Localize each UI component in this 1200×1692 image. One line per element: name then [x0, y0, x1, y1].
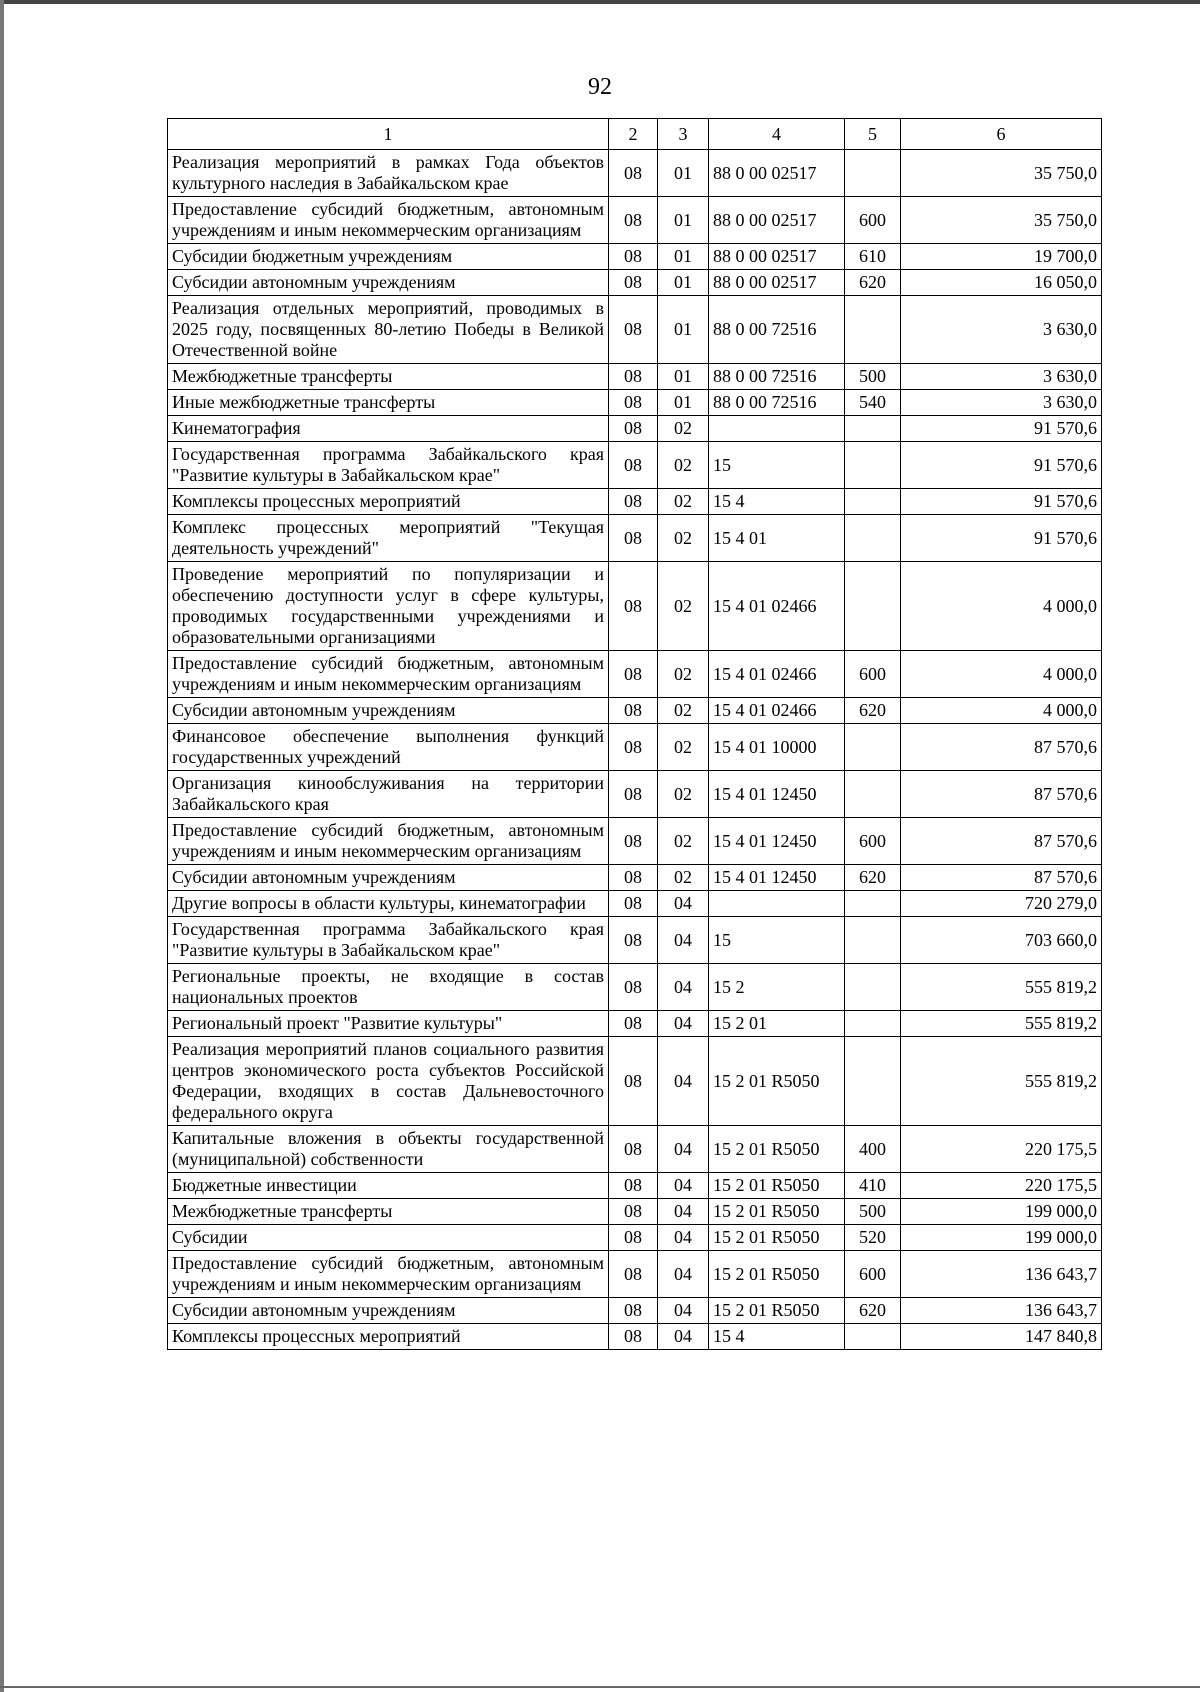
- row-amount-cell: 147 840,8: [901, 1324, 1102, 1350]
- scan-border-top: [0, 0, 1200, 4]
- row-name-cell: Кинематография: [168, 416, 609, 442]
- row-section-cell: 08: [609, 1037, 658, 1126]
- table-row: [168, 891, 1102, 917]
- table-row: [168, 698, 1102, 724]
- row-expense-type-cell: 400: [845, 1126, 901, 1173]
- row-section-cell: 08: [609, 562, 658, 651]
- row-target-code-cell: 15: [709, 917, 845, 964]
- row-name-cell: Комплексы процессных мероприятий: [168, 489, 609, 515]
- row-subsection-cell: 02: [658, 651, 709, 698]
- row-target-code-cell: 15 2 01 R5050: [709, 1199, 845, 1225]
- row-subsection-cell: 04: [658, 1173, 709, 1199]
- row-target-code-cell: 15 2: [709, 964, 845, 1011]
- row-name-cell: Субсидии автономным учреждениям: [168, 1298, 609, 1324]
- row-name-cell: Субсидии автономным учреждениям: [168, 698, 609, 724]
- row-section-cell: 08: [609, 1011, 658, 1037]
- row-target-code-cell: 15 4: [709, 1324, 845, 1350]
- table-row: [168, 1251, 1102, 1298]
- table-row: [168, 416, 1102, 442]
- row-target-code-cell: 15 2 01: [709, 1011, 845, 1037]
- row-name-cell: Субсидии автономным учреждениям: [168, 270, 609, 296]
- row-expense-type-cell: 610: [845, 244, 901, 270]
- table-row: [168, 1225, 1102, 1251]
- row-name-cell: Предоставление субсидий бюджетным, автономным учреждениям и иным некоммерческим организациям: [168, 1251, 609, 1298]
- header-col-2: 2: [609, 119, 658, 150]
- row-section-cell: 08: [609, 698, 658, 724]
- row-name-cell: Межбюджетные трансферты: [168, 364, 609, 390]
- row-expense-type-cell: 620: [845, 1298, 901, 1324]
- row-amount-cell: 87 570,6: [901, 865, 1102, 891]
- row-section-cell: 08: [609, 197, 658, 244]
- row-amount-cell: 19 700,0: [901, 244, 1102, 270]
- table-row: [168, 724, 1102, 771]
- row-subsection-cell: 02: [658, 865, 709, 891]
- row-expense-type-cell: [845, 1324, 901, 1350]
- row-section-cell: 08: [609, 724, 658, 771]
- row-subsection-cell: 04: [658, 964, 709, 1011]
- row-amount-cell: 91 570,6: [901, 515, 1102, 562]
- row-name-cell: Комплексы процессных мероприятий: [168, 1324, 609, 1350]
- row-expense-type-cell: 500: [845, 364, 901, 390]
- row-target-code-cell: 15 2 01 R5050: [709, 1126, 845, 1173]
- table-row: [168, 390, 1102, 416]
- row-target-code-cell: 15 4 01 12450: [709, 865, 845, 891]
- row-section-cell: 08: [609, 917, 658, 964]
- header-col-1: 1: [168, 119, 609, 150]
- row-subsection-cell: 04: [658, 917, 709, 964]
- table-row: [168, 865, 1102, 891]
- row-section-cell: 08: [609, 771, 658, 818]
- row-subsection-cell: 02: [658, 698, 709, 724]
- table-row: [168, 515, 1102, 562]
- row-target-code-cell: 15 4 01 02466: [709, 562, 845, 651]
- row-expense-type-cell: 600: [845, 818, 901, 865]
- row-target-code-cell: 88 0 00 02517: [709, 270, 845, 296]
- row-name-cell: Реализация мероприятий в рамках Года объектов культурного наследия в Забайкальском крае: [168, 150, 609, 197]
- row-expense-type-cell: 600: [845, 651, 901, 698]
- row-subsection-cell: 01: [658, 390, 709, 416]
- row-section-cell: 08: [609, 296, 658, 364]
- table-row: [168, 270, 1102, 296]
- table-row: [168, 489, 1102, 515]
- table-row: [168, 1126, 1102, 1173]
- row-subsection-cell: 04: [658, 1037, 709, 1126]
- header-col-4: 4: [709, 119, 845, 150]
- row-section-cell: 08: [609, 1126, 658, 1173]
- row-name-cell: Межбюджетные трансферты: [168, 1199, 609, 1225]
- row-section-cell: 08: [609, 364, 658, 390]
- row-target-code-cell: 88 0 00 02517: [709, 244, 845, 270]
- row-subsection-cell: 04: [658, 1324, 709, 1350]
- row-name-cell: Субсидии: [168, 1225, 609, 1251]
- row-section-cell: 08: [609, 416, 658, 442]
- row-subsection-cell: 02: [658, 724, 709, 771]
- row-name-cell: Реализация мероприятий планов социального развития центров экономического роста субъектов Российской Федерации, входящих в состав Дальневосточного федерального округа: [168, 1037, 609, 1126]
- row-expense-type-cell: [845, 724, 901, 771]
- table-row: [168, 1037, 1102, 1126]
- row-subsection-cell: 02: [658, 562, 709, 651]
- row-amount-cell: 35 750,0: [901, 197, 1102, 244]
- table-row: [168, 651, 1102, 698]
- row-target-code-cell: [709, 891, 845, 917]
- row-amount-cell: 199 000,0: [901, 1199, 1102, 1225]
- row-amount-cell: 87 570,6: [901, 818, 1102, 865]
- row-target-code-cell: 15 2 01 R5050: [709, 1037, 845, 1126]
- row-amount-cell: 91 570,6: [901, 489, 1102, 515]
- row-target-code-cell: 15 2 01 R5050: [709, 1225, 845, 1251]
- row-expense-type-cell: [845, 442, 901, 489]
- row-expense-type-cell: [845, 489, 901, 515]
- row-name-cell: Комплекс процессных мероприятий "Текущая деятельность учреждений": [168, 515, 609, 562]
- table-row: [168, 197, 1102, 244]
- row-expense-type-cell: 620: [845, 270, 901, 296]
- row-section-cell: 08: [609, 865, 658, 891]
- table-row: [168, 917, 1102, 964]
- row-amount-cell: 3 630,0: [901, 296, 1102, 364]
- row-section-cell: 08: [609, 442, 658, 489]
- row-target-code-cell: 88 0 00 72516: [709, 364, 845, 390]
- row-amount-cell: 199 000,0: [901, 1225, 1102, 1251]
- row-subsection-cell: 02: [658, 515, 709, 562]
- row-name-cell: Предоставление субсидий бюджетным, автономным учреждениям и иным некоммерческим организациям: [168, 197, 609, 244]
- header-col-3: 3: [658, 119, 709, 150]
- row-name-cell: Проведение мероприятий по популяризации и обеспечению доступности услуг в сфере культуры, проводимых государственными учреждениями и образовательными организациями: [168, 562, 609, 651]
- row-expense-type-cell: [845, 416, 901, 442]
- row-subsection-cell: 04: [658, 1199, 709, 1225]
- row-expense-type-cell: 620: [845, 865, 901, 891]
- row-amount-cell: 91 570,6: [901, 416, 1102, 442]
- row-target-code-cell: 88 0 00 72516: [709, 390, 845, 416]
- row-amount-cell: 87 570,6: [901, 724, 1102, 771]
- row-name-cell: Иные межбюджетные трансферты: [168, 390, 609, 416]
- row-subsection-cell: 04: [658, 1011, 709, 1037]
- row-expense-type-cell: 410: [845, 1173, 901, 1199]
- row-name-cell: Другие вопросы в области культуры, кинематографии: [168, 891, 609, 917]
- row-target-code-cell: 88 0 00 02517: [709, 150, 845, 197]
- row-section-cell: 08: [609, 489, 658, 515]
- row-expense-type-cell: [845, 296, 901, 364]
- table-body: [168, 150, 1102, 1350]
- row-expense-type-cell: [845, 1011, 901, 1037]
- row-amount-cell: 220 175,5: [901, 1173, 1102, 1199]
- row-expense-type-cell: 500: [845, 1199, 901, 1225]
- row-section-cell: 08: [609, 390, 658, 416]
- page-number: 92: [588, 74, 612, 100]
- row-subsection-cell: 01: [658, 270, 709, 296]
- table-row: [168, 818, 1102, 865]
- row-amount-cell: 87 570,6: [901, 771, 1102, 818]
- row-expense-type-cell: 540: [845, 390, 901, 416]
- row-subsection-cell: 01: [658, 244, 709, 270]
- row-subsection-cell: 02: [658, 489, 709, 515]
- row-target-code-cell: 15 2 01 R5050: [709, 1251, 845, 1298]
- row-subsection-cell: 01: [658, 197, 709, 244]
- row-expense-type-cell: [845, 771, 901, 818]
- row-expense-type-cell: 520: [845, 1225, 901, 1251]
- row-section-cell: 08: [609, 1173, 658, 1199]
- row-name-cell: Региональные проекты, не входящие в состав национальных проектов: [168, 964, 609, 1011]
- row-name-cell: Капитальные вложения в объекты государственной (муниципальной) собственности: [168, 1126, 609, 1173]
- row-section-cell: 08: [609, 964, 658, 1011]
- table-row: [168, 1324, 1102, 1350]
- row-section-cell: 08: [609, 1225, 658, 1251]
- row-target-code-cell: 15: [709, 442, 845, 489]
- row-expense-type-cell: 600: [845, 197, 901, 244]
- row-section-cell: 08: [609, 270, 658, 296]
- row-section-cell: 08: [609, 1251, 658, 1298]
- row-section-cell: 08: [609, 818, 658, 865]
- row-name-cell: Субсидии автономным учреждениям: [168, 865, 609, 891]
- row-target-code-cell: 15 4 01: [709, 515, 845, 562]
- row-amount-cell: 16 050,0: [901, 270, 1102, 296]
- row-subsection-cell: 04: [658, 1251, 709, 1298]
- table-row: [168, 562, 1102, 651]
- row-amount-cell: 4 000,0: [901, 698, 1102, 724]
- row-subsection-cell: 04: [658, 1126, 709, 1173]
- row-section-cell: 08: [609, 1324, 658, 1350]
- row-amount-cell: 3 630,0: [901, 390, 1102, 416]
- row-section-cell: 08: [609, 515, 658, 562]
- row-name-cell: Предоставление субсидий бюджетным, автономным учреждениям и иным некоммерческим организациям: [168, 651, 609, 698]
- row-section-cell: 08: [609, 1199, 658, 1225]
- row-amount-cell: 35 750,0: [901, 150, 1102, 197]
- row-target-code-cell: 15 4 01 12450: [709, 771, 845, 818]
- row-name-cell: Субсидии бюджетным учреждениям: [168, 244, 609, 270]
- row-name-cell: Реализация отдельных мероприятий, проводимых в 2025 году, посвященных 80-летию Победы в Великой Отечественной войне: [168, 296, 609, 364]
- row-expense-type-cell: [845, 917, 901, 964]
- row-subsection-cell: 04: [658, 1298, 709, 1324]
- row-subsection-cell: 02: [658, 771, 709, 818]
- header-col-5: 5: [845, 119, 901, 150]
- row-subsection-cell: 04: [658, 891, 709, 917]
- row-amount-cell: 720 279,0: [901, 891, 1102, 917]
- row-amount-cell: 3 630,0: [901, 364, 1102, 390]
- row-section-cell: 08: [609, 891, 658, 917]
- row-expense-type-cell: [845, 964, 901, 1011]
- row-amount-cell: 4 000,0: [901, 562, 1102, 651]
- row-target-code-cell: 15 4 01 10000: [709, 724, 845, 771]
- row-subsection-cell: 01: [658, 364, 709, 390]
- table-row: [168, 1011, 1102, 1037]
- table-row: [168, 296, 1102, 364]
- row-expense-type-cell: 620: [845, 698, 901, 724]
- table-row: [168, 442, 1102, 489]
- table-row: [168, 771, 1102, 818]
- row-name-cell: Государственная программа Забайкальского края "Развитие культуры в Забайкальском крае": [168, 917, 609, 964]
- table-row: [168, 1199, 1102, 1225]
- row-name-cell: Предоставление субсидий бюджетным, автономным учреждениям и иным некоммерческим организациям: [168, 818, 609, 865]
- row-expense-type-cell: 600: [845, 1251, 901, 1298]
- row-section-cell: 08: [609, 1298, 658, 1324]
- row-expense-type-cell: [845, 891, 901, 917]
- row-subsection-cell: 02: [658, 416, 709, 442]
- header-row: [168, 119, 1102, 150]
- row-amount-cell: 555 819,2: [901, 964, 1102, 1011]
- table-row: [168, 244, 1102, 270]
- scan-border-bottom: [0, 1686, 1200, 1688]
- scan-border-left: [0, 0, 4, 1692]
- row-amount-cell: 136 643,7: [901, 1251, 1102, 1298]
- row-section-cell: 08: [609, 150, 658, 197]
- header-col-6: 6: [901, 119, 1102, 150]
- row-amount-cell: 703 660,0: [901, 917, 1102, 964]
- row-expense-type-cell: [845, 1037, 901, 1126]
- row-expense-type-cell: [845, 150, 901, 197]
- row-name-cell: Государственная программа Забайкальского края "Развитие культуры в Забайкальском крае": [168, 442, 609, 489]
- row-subsection-cell: 02: [658, 818, 709, 865]
- row-subsection-cell: 02: [658, 442, 709, 489]
- row-target-code-cell: 15 4 01 02466: [709, 651, 845, 698]
- row-target-code-cell: 88 0 00 02517: [709, 197, 845, 244]
- row-target-code-cell: [709, 416, 845, 442]
- row-subsection-cell: 04: [658, 1225, 709, 1251]
- row-subsection-cell: 01: [658, 296, 709, 364]
- row-section-cell: 08: [609, 244, 658, 270]
- row-amount-cell: 555 819,2: [901, 1011, 1102, 1037]
- row-expense-type-cell: [845, 562, 901, 651]
- row-amount-cell: 91 570,6: [901, 442, 1102, 489]
- row-amount-cell: 4 000,0: [901, 651, 1102, 698]
- row-name-cell: Бюджетные инвестиции: [168, 1173, 609, 1199]
- table-row: [168, 1298, 1102, 1324]
- row-target-code-cell: 15 4 01 12450: [709, 818, 845, 865]
- table-row: [168, 1173, 1102, 1199]
- budget-table: [167, 118, 1102, 1350]
- row-name-cell: Организация кинообслуживания на территории Забайкальского края: [168, 771, 609, 818]
- row-subsection-cell: 01: [658, 150, 709, 197]
- row-target-code-cell: 15 2 01 R5050: [709, 1298, 845, 1324]
- row-target-code-cell: 15 4 01 02466: [709, 698, 845, 724]
- table-row: [168, 150, 1102, 197]
- table-row: [168, 364, 1102, 390]
- row-section-cell: 08: [609, 651, 658, 698]
- row-name-cell: Региональный проект "Развитие культуры": [168, 1011, 609, 1037]
- row-amount-cell: 136 643,7: [901, 1298, 1102, 1324]
- row-target-code-cell: 15 2 01 R5050: [709, 1173, 845, 1199]
- table-row: [168, 964, 1102, 1011]
- row-amount-cell: 220 175,5: [901, 1126, 1102, 1173]
- row-amount-cell: 555 819,2: [901, 1037, 1102, 1126]
- row-target-code-cell: 15 4: [709, 489, 845, 515]
- row-expense-type-cell: [845, 515, 901, 562]
- row-name-cell: Финансовое обеспечение выполнения функций государственных учреждений: [168, 724, 609, 771]
- row-target-code-cell: 88 0 00 72516: [709, 296, 845, 364]
